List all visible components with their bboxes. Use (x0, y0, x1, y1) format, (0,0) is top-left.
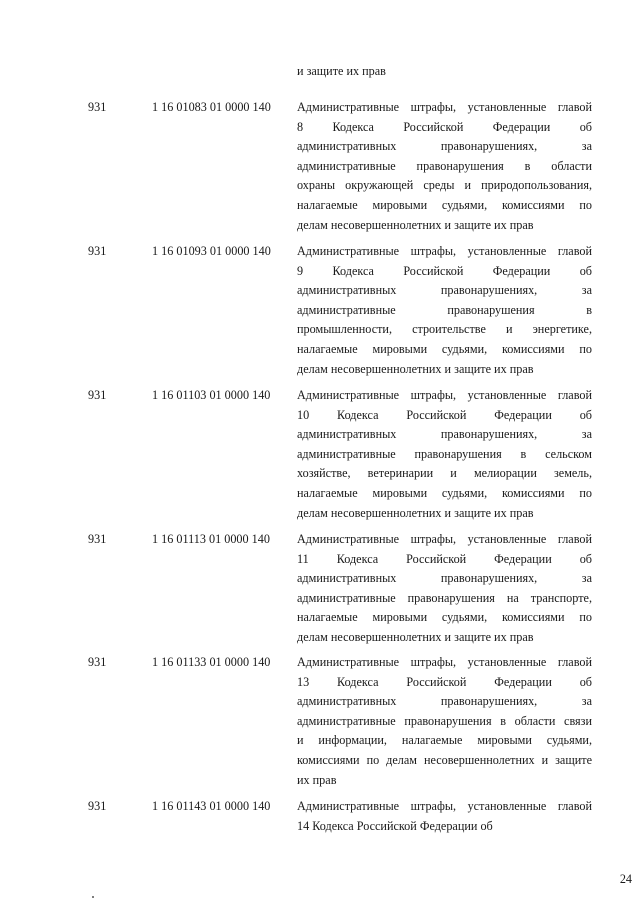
admin-code-cell: 931 (88, 532, 107, 546)
description-line: административные правонарушения в сельском (297, 446, 592, 461)
description-cell (297, 386, 592, 523)
description-line: Административные штрафы, установленные главой (297, 532, 592, 546)
description-line: охраны окружающей среды и природопользования, (297, 178, 592, 193)
admin-code-cell: 931 (88, 655, 107, 669)
admin-code-cell: 931 (88, 244, 107, 258)
description-line: хозяйстве, ветеринарии и мелиорации земель, (297, 466, 592, 481)
description-line: делам несовершеннолетних и защите их прав (297, 217, 534, 232)
description-line: 9 Кодекса Российской Федерации об (297, 263, 592, 278)
kbk-code-cell: 1 16 01103 01 0000 140 (152, 388, 271, 402)
description-line: комиссиями по делам несовершеннолетних и защите (297, 752, 592, 767)
description-line: административных правонарушениях, за (297, 139, 592, 154)
description-line: административные правонарушения на транспорте, (297, 590, 592, 605)
kbk-code-cell: 1 16 01083 01 0000 140 (152, 100, 271, 114)
description-line: делам несовершеннолетних и защите их прав (297, 361, 534, 376)
kbk-code-cell: 1 16 01113 01 0000 140 (152, 532, 270, 546)
description-line: налагаемые мировыми судьями, комиссиями по (297, 341, 592, 356)
kbk-code-cell: 1 16 01143 01 0000 140 (152, 799, 271, 813)
description-cell (297, 98, 592, 235)
description-line: административных правонарушениях, за (297, 427, 592, 442)
description-line: Административные штрафы, установленные главой (297, 244, 592, 258)
description-line: 14 Кодекса Российской Федерации об (297, 818, 493, 833)
description-line: 11 Кодекса Российской Федерации об (297, 551, 592, 566)
description-line: Административные штрафы, установленные главой (297, 388, 592, 402)
description-line: административных правонарушениях, за (297, 571, 592, 586)
description-line: налагаемые мировыми судьями, комиссиями по (297, 197, 592, 212)
description-line: делам несовершеннолетних и защите их прав (297, 505, 534, 520)
description-line: налагаемые мировыми судьями, комиссиями по (297, 610, 592, 625)
description-line: Административные штрафы, установленные главой (297, 655, 592, 669)
description-line: Административные штрафы, установленные главой (297, 799, 592, 813)
description-cell (297, 653, 592, 790)
description-line: административных правонарушениях, за (297, 283, 592, 298)
description-line: административные правонарушения в (297, 302, 592, 317)
kbk-code-cell: 1 16 01133 01 0000 140 (152, 655, 271, 669)
description-line: административные правонарушения в области (297, 158, 592, 173)
description-line: их прав (297, 772, 337, 787)
continuation-text: и защите их прав (297, 64, 386, 78)
page-number: 24 (619, 872, 632, 886)
admin-code-cell: 931 (88, 799, 107, 813)
description-cell (297, 530, 592, 648)
description-line: и информации, налагаемые мировыми судьями, (297, 733, 592, 748)
description-line: промышленности, строительстве и энергетике, (297, 322, 592, 337)
description-line: 8 Кодекса Российской Федерации об (297, 119, 592, 134)
description-line: налагаемые мировыми судьями, комиссиями по (297, 485, 592, 500)
description-line: 13 Кодекса Российской Федерации об (297, 674, 592, 689)
description-cell (297, 242, 592, 379)
scan-mark (92, 896, 94, 898)
description-cell (297, 797, 592, 836)
admin-code-cell: 931 (88, 100, 107, 114)
description-line: административных правонарушениях, за (297, 694, 592, 709)
description-line: делам несовершеннолетних и защите их прав (297, 629, 534, 644)
kbk-code-cell: 1 16 01093 01 0000 140 (152, 244, 271, 258)
description-line: 10 Кодекса Российской Федерации об (297, 407, 592, 422)
description-line: административные правонарушения в области связи (297, 713, 592, 728)
admin-code-cell: 931 (88, 388, 107, 402)
description-line: Административные штрафы, установленные главой (297, 100, 592, 114)
